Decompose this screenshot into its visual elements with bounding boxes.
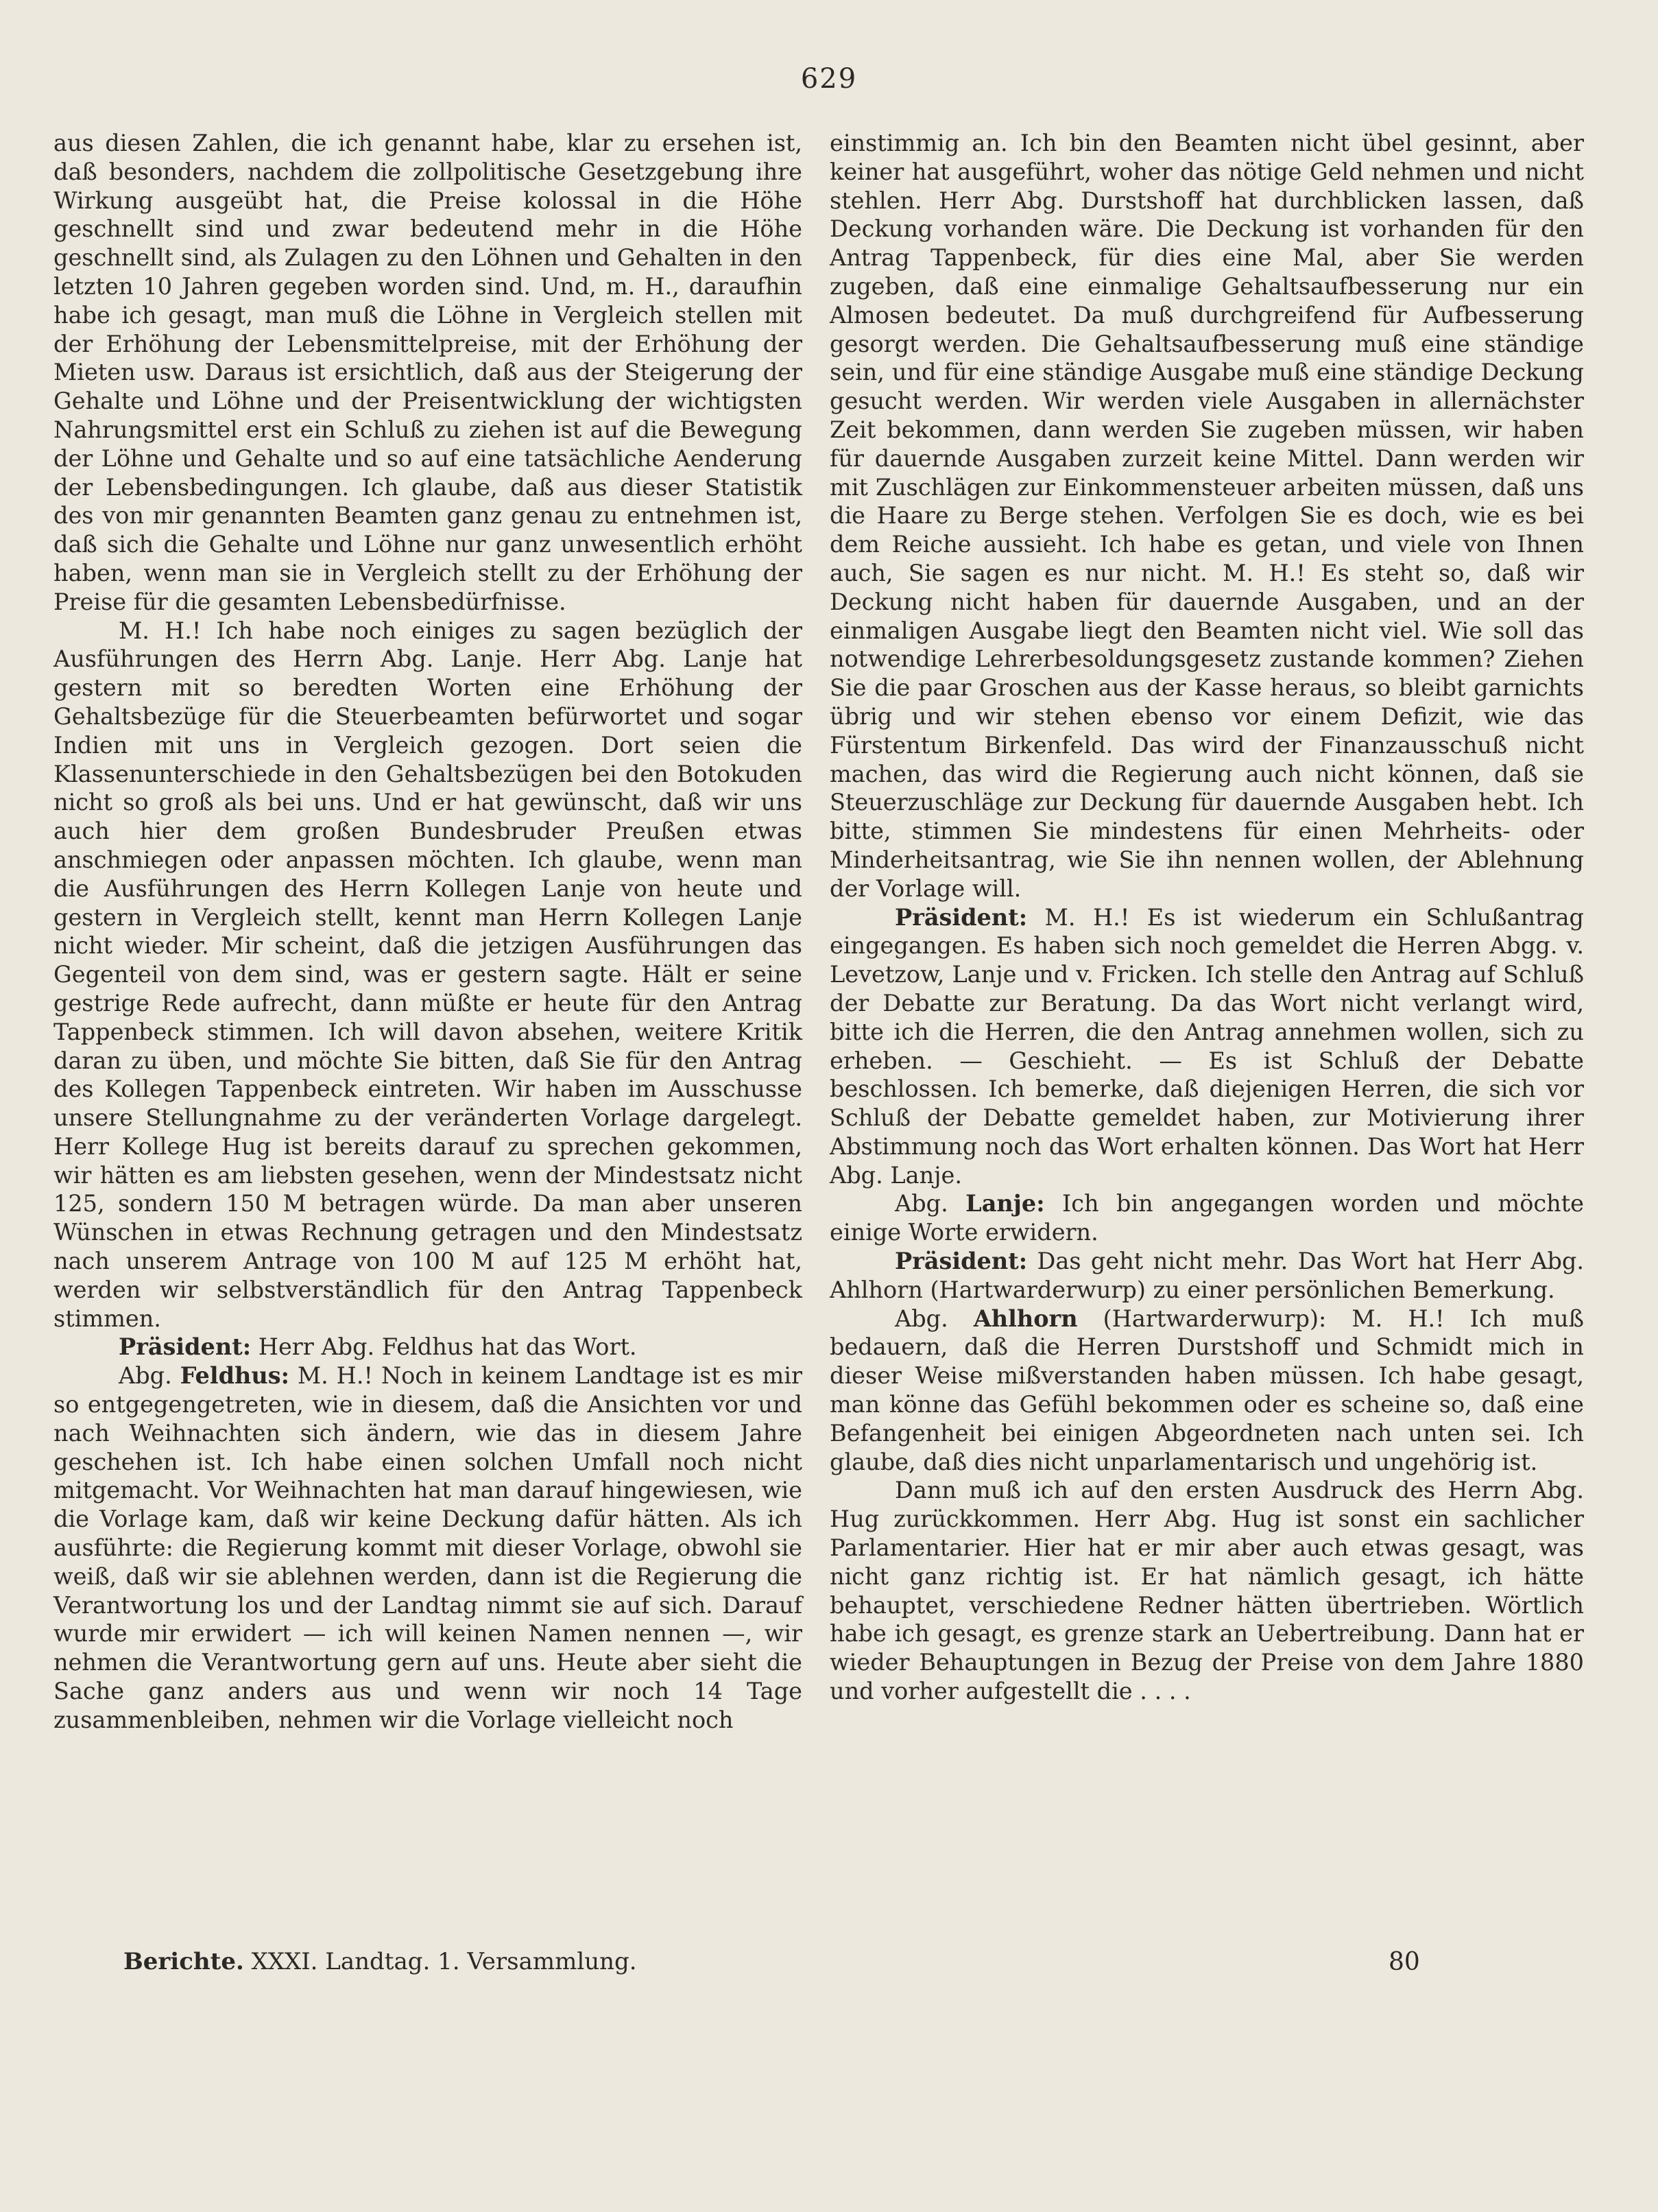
speaker-prefix: Abg. <box>895 1190 966 1217</box>
speech-paragraph <box>53 1361 802 1734</box>
paragraph <box>53 129 802 617</box>
footer-signature <box>123 1948 637 1975</box>
paragraph-text: aus diesen Zahlen, die ich genannt habe, klar zu ersehen ist, daß besonders, nachdem die zollpolitische Gesetzgebung ihre Wirkung ausgeübt hat, die Preise kolossal in die Höhe geschnellt sind und zwar bedeutend mehr in die Höhe geschnellt sind, als Zulagen zu den Löhnen und Gehalten in den letzten 10 Jahren gegeben worden sind. Und, m. H., daraufhin habe ich gesagt, man muß die Löhne in Vergleich stellen mit der Erhöhung der Lebensmittelpreise, mit der Erhöhung der Mieten usw. Daraus ist ersichtlich, daß aus der Steigerung der Gehalte und Löhne und der Preisentwicklung der wichtigsten Nahrungsmittel erst ein Schluß zu ziehen ist auf die Bewegung der Löhne und Gehalte und so auf eine tatsächliche Aenderung der Lebensbedingungen. Ich glaube, daß aus dieser Statistik des von mir genannten Beamten ganz genau zu entnehmen ist, daß sich die Gehalte und Löhne nur ganz unwesentlich erhöht haben, wenn man sie in Vergleich stellt zu der Erhöhung der Preise für die gesamten Lebensbedürfnisse. <box>53 130 802 615</box>
left-column <box>53 129 802 1735</box>
footer-text: XXXI. Landtag. 1. Versammlung. <box>243 1948 637 1975</box>
paragraph <box>53 617 802 1333</box>
speech-paragraph <box>53 1333 802 1361</box>
speaker-name: Lanje: <box>965 1190 1045 1217</box>
paragraph-text: Herr Abg. Feldhus hat das Wort. <box>251 1333 637 1361</box>
paragraph-text: M. H.! Noch in keinem Landtage ist es mir so entgegengetreten, wie in diesem, daß die Ansichten vor und nach Weihnachten sich ändern, wie das in diesem Jahre geschehen ist. Ich habe einen solchen Umfall noch nicht mitgemacht. Vor Weihnachten hat man darauf hingewiesen, wie die Vorlage kam, daß wir keine Deckung dafür hätten. Als ich ausführte: die Regierung kommt mit dieser Vorlage, obwohl sie weiß, daß wir sie ablehnen werden, dann ist die Regierung die Verantwortung los und der Landtag nimmt sie auf sich. Darauf wurde mir erwidert — ich will keinen Namen nennen —, wir nehmen die Verantwortung gern auf uns. Heute aber sieht die Sache ganz anders aus und wenn wir noch 14 Tage zusammenbleiben, nehmen wir die Vorlage vielleicht noch <box>53 1362 802 1733</box>
speech-paragraph <box>830 1247 1584 1305</box>
speaker-prefix: Abg. <box>895 1305 974 1332</box>
speaker-name: Feldhus: <box>180 1362 289 1390</box>
paragraph-text: M. H.! Es ist wiederum ein Schlußantrag eingegangen. Es haben sich noch gemeldet die Herren Abgg. v. Levetzow, Lanje und v. Fricken. Ich stelle den Antrag auf Schluß der Debatte zur Beratung. Da das Wort nicht verlangt wird, bitte ich die Herren, die den Antrag annehmen wollen, sich zu erheben. — Geschieht. — Es ist Schluß der Debatte beschlossen. Ich bemerke, daß diejenigen Herren, die sich vor Schluß der Debatte gemeldet haben, zur Motivierung ihrer Abstimmung noch das Wort erhalten können. Das Wort hat Herr Abg. Lanje. <box>830 903 1584 1189</box>
speaker-name: Ahlhorn <box>973 1305 1078 1332</box>
speech-paragraph <box>830 1189 1584 1247</box>
paragraph <box>830 1476 1584 1705</box>
speaker-name: Präsident: <box>119 1333 252 1361</box>
paragraph-text: einstimmig an. Ich bin den Beamten nicht übel gesinnt, aber keiner hat ausgeführt, woher das nötige Geld nehmen und nicht stehlen. Herr Abg. Durstshoff hat durchblicken lassen, daß Deckung vorhanden wäre. Die Deckung ist vorhanden für den Antrag Tappenbeck, für dies eine Mal, aber Sie werden zugeben, daß eine einmalige Gehaltsaufbesserung nur ein Almosen bedeutet. Da muß durchgreifend für Aufbesserung gesorgt werden. Die Gehaltsaufbesserung muß eine ständige sein, und für eine ständige Ausgabe muß eine ständige Deckung gesucht werden. Wir werden viele Ausgaben in allernächster Zeit bekommen, dann werden Sie zugeben müssen, wir haben für dauernde Ausgaben zurzeit keine Mittel. Dann werden wir mit Zuschlägen zur Einkommensteuer arbeiten müssen, daß uns die Haare zu Berge stehen. Verfolgen Sie es doch, wie es bei dem Reiche aussieht. Ich habe es getan, und viele von Ihnen auch, Sie sagen es nur nicht. M. H.! Es steht so, daß wir Deckung nicht haben für dauernde Ausgaben, und an der einmaligen Ausgabe liegt den Beamten nicht viel. Wie soll das notwendige Lehrerbesoldungsgesetz zustande kommen? Ziehen Sie die paar Groschen aus der Kasse heraus, so bleibt garnichts übrig und wir stehen ebenso vor einem Defizit, wie das Fürstentum Birkenfeld. Das wird der Finanzausschuß nicht machen, das wird die Regierung auch nicht können, daß sie Steuerzuschläge zur Deckung für dauernde Ausgaben hebt. Ich bitte, stimmen Sie mindestens für einen Mehrheits- oder Minderheitsantrag, wie Sie ihn nennen wollen, der Ablehnung der Vorlage will. <box>830 130 1584 902</box>
paragraph <box>830 129 1584 903</box>
speaker-name: Präsident: <box>895 903 1028 931</box>
paragraph-text: (Hartwarderwurp): M. H.! Ich muß bedauern, daß die Herren Durstshoff und Schmidt mich in dieser Weise mißverstanden haben müssen. Ich habe gesagt, man könne das Gefühl bekommen oder es scheine so, daß eine Befangenheit bei einigen Abgeordneten nach unten sei. Ich glaube, daß dies nicht unparlamentarisch und ungehörig ist. <box>830 1305 1584 1475</box>
page-number: 629 <box>800 63 858 95</box>
sheet-number: 80 <box>1389 1948 1420 1976</box>
speaker-prefix: Abg. <box>119 1362 180 1390</box>
paragraph-text: Das geht nicht mehr. Das Wort hat Herr Abg. Ahlhorn (Hartwarderwurp) zu einer persönlichen Bemerkung. <box>830 1248 1584 1303</box>
right-column <box>830 129 1584 1706</box>
speaker-name: Präsident: <box>895 1248 1028 1275</box>
speech-paragraph <box>830 1305 1584 1477</box>
paragraph-text: Ich bin angegangen worden und möchte einige Worte erwidern. <box>830 1190 1584 1246</box>
paragraph-text: Dann muß ich auf den ersten Ausdruck des Herrn Abg. Hug zurückkommen. Herr Abg. Hug ist sonst ein sachlicher Parlamentarier. Hier hat er mir aber auch etwas gesagt, was nicht ganz richtig ist. Er hat nämlich gesagt, ich hätte behauptet, verschiedene Redner hätten übertrieben. Wörtlich habe ich gesagt, es grenze stark an Uebertreibung. Dann hat er wieder Behauptungen in Bezug der Preise von dem Jahre 1880 und vorher aufgestellt die . . . . <box>830 1477 1584 1705</box>
footer-label: Berichte. <box>123 1948 244 1975</box>
speech-paragraph <box>830 903 1584 1190</box>
paragraph-text: M. H.! Ich habe noch einiges zu sagen bezüglich der Ausführungen des Herrn Abg. Lanje. Herr Abg. Lanje hat gestern mit so beredten Worten eine Erhöhung der Gehaltsbezüge für die Steuerbeamten befürwortet und sogar Indien mit uns in Vergleich gezogen. Dort seien die Klassenunterschiede in den Gehaltsbezügen bei den Botokuden nicht so groß als bei uns. Und er hat gewünscht, daß wir uns auch hier dem großen Bundesbruder Preußen etwas anschmiegen oder anpassen möchten. Ich glaube, wenn man die Ausführungen des Herrn Kollegen Lanje von heute und gestern in Vergleich stellt, kennt man Herrn Kollegen Lanje nicht wieder. Mir scheint, daß die jetzigen Ausführungen das Gegenteil von dem sind, was er gestern sagte. Hält er seine gestrige Rede aufrecht, dann müßte er heute für den Antrag Tappenbeck stimmen. Ich will davon absehen, weitere Kritik daran zu üben, und möchte Sie bitten, daß Sie für den Antrag des Kollegen Tappenbeck eintreten. Wir haben im Ausschusse unsere Stellungnahme zu der veränderten Vorlage dargelegt. Herr Kollege Hug ist bereits darauf zu sprechen gekommen, wir hätten es am liebsten gesehen, wenn der Mindestsatz nicht 125, sondern 150 M betragen würde. Da man aber unseren Wünschen in etwas Rechnung getragen und den Mindestsatz nach unserem Antrage von 100 M auf 125 M erhöht hat, werden wir selbstverständlich für den Antrag Tappenbeck stimmen. <box>53 617 802 1332</box>
